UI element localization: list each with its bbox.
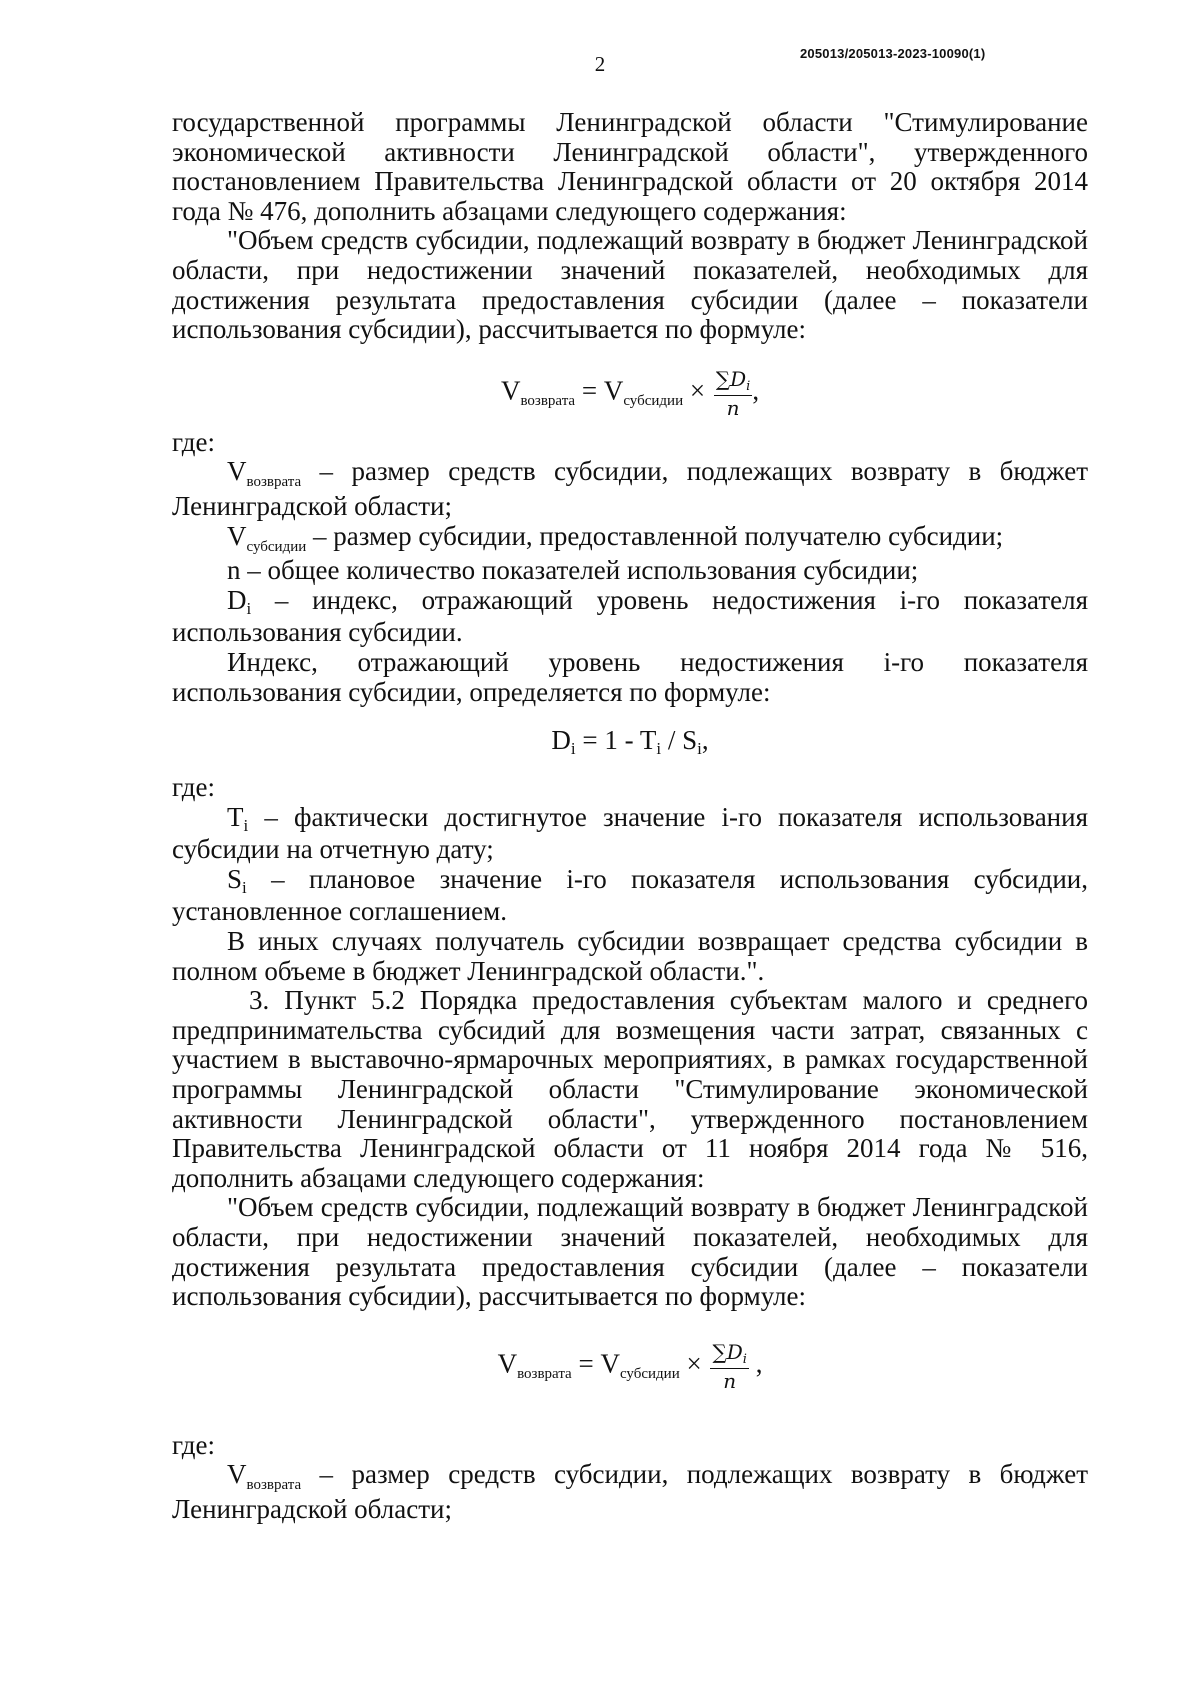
text-fragment: – размер субсидии, предоставленной получателю субсидии; [306, 520, 1004, 551]
text-fragment: – размер средств субсидии, подлежащих возврату в бюджет Ленинградской области; [172, 1459, 1088, 1524]
definition-d [172, 586, 1088, 648]
text-fragment: = 1 - T [575, 725, 657, 756]
text-fragment: V [227, 1459, 247, 1490]
text-fragment: / S [661, 725, 698, 756]
return-formula-2 [172, 1340, 1088, 1393]
text-fragment: V [497, 1348, 518, 1379]
definition-v-return [172, 457, 1088, 521]
text-fragment: D [227, 584, 247, 615]
return-volume-paragraph-2: "Объем средств субсидии, подлежащий возврату в бюджет Ленинградской области, при недостижении значений показателей, необходимых для достижения результата предоставления субсидии (далее – показатели использования субсидии), рассчитывается по формуле: [172, 1192, 1088, 1312]
text-fragment: = [571, 1348, 601, 1379]
text-fragment: субсидии [619, 1366, 680, 1383]
text-fragment: i [570, 739, 576, 759]
text-fragment: × [683, 375, 712, 406]
text-fragment: i [242, 877, 247, 897]
index-formula [172, 725, 1088, 759]
text-fragment: возврата [246, 1477, 302, 1494]
text-fragment: i [746, 378, 751, 394]
text-fragment: i [243, 815, 249, 835]
text-fragment: i [697, 739, 702, 759]
definition-n: n – общее количество показателей использования субсидии; [227, 555, 919, 586]
text-fragment: возврата [246, 474, 302, 491]
definition-s [172, 865, 1088, 927]
where-label-2: где: [172, 772, 215, 803]
definition-t [172, 803, 1088, 865]
text-fragment: V [227, 456, 247, 487]
text-fragment: , [752, 375, 760, 406]
text-fragment: = [575, 375, 604, 406]
where-label-3: где: [172, 1429, 215, 1460]
text-fragment: i [742, 1351, 747, 1367]
item-3-paragraph: 3. Пункт 5.2 Порядка предоставления субъектам малого и среднего предпринимательства субсидий для возмещения части затрат, связанных с участием в выставочно-ярмарочных мероприятиях, в рамках государственной программы Ленинградской области "Стимулирование экономической активности Ленинградской области", утвержденного постановлением Правительства Ленинградской области от 11 ноября 2014 года № 516, дополнить абзацами следующего содержания: [172, 985, 1088, 1193]
text-fragment: n [726, 395, 740, 420]
text-fragment: S [227, 863, 243, 894]
text-fragment: V [603, 375, 624, 406]
where-label: где: [172, 426, 215, 457]
text-fragment: – индекс, отражающий уровень недостижения i-го показателя использования субсидии. [172, 584, 1088, 648]
index-paragraph: Индекс, отражающий уровень недостижения i-го показателя использования субсидии, определяется по формуле: [172, 646, 1088, 707]
text-fragment: – плановое значение i-го показателя использования субсидии, установленное соглашением. [172, 863, 1088, 927]
text-fragment: D [551, 725, 571, 756]
document-id: 205013/205013-2023-10090(1) [800, 46, 986, 61]
intro-paragraph: государственной программы Ленинградской области "Стимулирование экономической активности Ленинградской области", утвержденного постановлением Правительства Ленинградской области от 20 октября 2014 года № 476, дополнить абзацами следующего содержания: [172, 107, 1088, 226]
return-volume-paragraph: "Объем средств субсидии, подлежащий возврату в бюджет Ленинградской области, при недостижении значений показателей, необходимых для достижения результата предоставления субсидии (далее – показатели использования субсидии), рассчитывается по формуле: [172, 225, 1088, 345]
text-fragment: , [748, 1348, 763, 1379]
text-fragment: субсидии [623, 393, 684, 410]
other-cases-paragraph: В иных случаях получатель субсидии возвращает средства субсидии в полном объеме в бюджет Ленинградской области.". [172, 926, 1088, 986]
text-fragment: субсидии [246, 538, 307, 555]
text-fragment: ∑D [715, 366, 747, 391]
text-fragment: n [723, 1368, 737, 1393]
text-fragment: V [500, 375, 521, 406]
text-fragment: , [701, 725, 709, 756]
formula-fraction-2 [710, 1340, 748, 1393]
formula-fraction [714, 367, 752, 420]
text-fragment: i [656, 739, 662, 759]
definition-v-return-2 [172, 1460, 1088, 1524]
text-fragment: – фактически достигнутое значение i-го показателя использования субсидии на отчетную дату; [172, 801, 1088, 865]
text-fragment: × [679, 1348, 709, 1379]
text-fragment: ∑D [712, 1339, 743, 1364]
text-fragment: – размер средств субсидии, подлежащих возврату в бюджет Ленинградской области; [172, 456, 1088, 521]
page-number: 2 [594, 52, 606, 76]
text-fragment: i [246, 598, 252, 618]
text-fragment: возврата [520, 393, 576, 410]
definition-v-subsidy [172, 522, 1088, 557]
text-fragment: V [600, 1348, 620, 1379]
document-body [172, 108, 1088, 1525]
text-fragment: T [227, 801, 244, 832]
return-formula [172, 367, 1088, 420]
text-fragment: V [227, 520, 247, 551]
text-fragment: возврата [517, 1366, 572, 1383]
